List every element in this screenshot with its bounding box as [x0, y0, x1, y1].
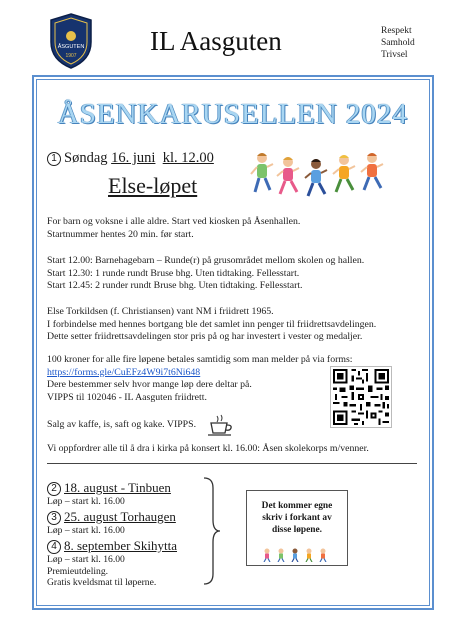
small-running-children-illustration	[262, 548, 332, 562]
text-line: Start 12.45: 2 runder rundt Bruse bhg. Uten tidtaking. Fellesstart.	[47, 280, 303, 291]
concert-text: Vi oppfordrer alle til å dra i kirka på konsert kl. 16.00: Åsen skolekorps m/venner.	[47, 443, 369, 454]
text-line: Dere bestemmer selv hvor mange løp dere deltar på.	[47, 379, 252, 390]
closing-line: Gratis kveldsmat til løperne.	[47, 577, 157, 588]
history-paragraph	[47, 306, 376, 344]
notice-line: Det kommer egne	[261, 501, 333, 511]
intro-paragraph	[47, 216, 300, 241]
text-line: VIPPS til 102046 - IL Aasguten friidrett.	[47, 391, 207, 403]
text-line: Start 12.30: 1 runde rundt Bruse bhg. Uten tidtaking. Fellesstart.	[47, 267, 300, 279]
event-day: Søndag	[64, 150, 108, 166]
svg-text:1907: 1907	[65, 53, 77, 59]
event-title: 25. august Torhaugen	[64, 509, 176, 524]
event-number: 1	[47, 152, 61, 166]
event-detail: Løp – start kl. 16.00	[47, 525, 125, 536]
event-number: 3	[47, 511, 61, 525]
text-line: Dette setter friidrettsavdelingen stor pris på og har investert i vester og medaljer.	[47, 331, 363, 342]
curly-brace-icon	[201, 476, 221, 586]
forms-link[interactable]: https://forms.gle/CuEFz4W9i7t6Ni648	[47, 366, 201, 378]
text-line: Start 12.00: Barnehagebarn – Runde(r) på grusområdet mellom skolen og hallen.	[47, 255, 365, 266]
motto-line: Samhold	[381, 38, 415, 48]
coffee-cup-icon	[207, 414, 235, 438]
divider	[47, 463, 417, 464]
event-detail: Løp – start kl. 16.00	[47, 554, 125, 565]
first-event-line	[47, 150, 214, 167]
notice-line: disse løpene.	[271, 525, 322, 535]
event-item	[47, 538, 177, 589]
closing-line: Premieutdeling.	[47, 565, 109, 577]
svg-text:ÅSGUTEN: ÅSGUTEN	[57, 44, 85, 50]
motto-line: Trivsel	[381, 50, 408, 60]
motto-line: Respekt	[381, 26, 412, 36]
event-title: 18. august - Tinbuen	[64, 480, 171, 495]
text-line: For barn og voksne i alle aldre. Start ved kiosken på Åsenhallen.	[47, 216, 301, 227]
event-date: 16. juni	[111, 150, 156, 166]
motto	[381, 25, 415, 61]
text-line: Else Torkildsen (f. Christiansen) vant NM i friidrett 1965.	[47, 306, 274, 317]
poster-title: ÅSENKARUSELLEN 2024	[57, 98, 409, 130]
qr-code-icon	[330, 366, 392, 428]
event-detail: Løp – start kl. 16.00	[47, 496, 125, 507]
event-item	[47, 509, 176, 537]
notice-line: skriv i forkant av	[262, 513, 332, 523]
event-name: Else-løpet	[108, 173, 198, 198]
event-title: 8. september Skihytta	[64, 538, 178, 553]
club-name: IL Aasguten	[150, 26, 282, 56]
text-line: I forbindelse med hennes bortgang ble det samlet inn penger til friidrettsavdelingen.	[47, 318, 377, 330]
kiosk-text: Salg av kaffe, is, saft og kake. VIPPS.	[47, 419, 197, 430]
event-number: 2	[47, 482, 61, 496]
payment-paragraph	[47, 354, 353, 404]
text-line: Startnummer hentes 20 min. før start.	[47, 228, 194, 240]
club-logo-icon	[47, 12, 95, 70]
event-number: 4	[47, 540, 61, 554]
running-children-illustration	[246, 148, 396, 200]
event-item	[47, 480, 171, 508]
event-time: kl. 12.00	[162, 150, 214, 166]
schedule-paragraph	[47, 255, 364, 293]
text-line: 100 kroner for alle fire løpene betales samtidig som man melder på via forms:	[47, 354, 353, 365]
